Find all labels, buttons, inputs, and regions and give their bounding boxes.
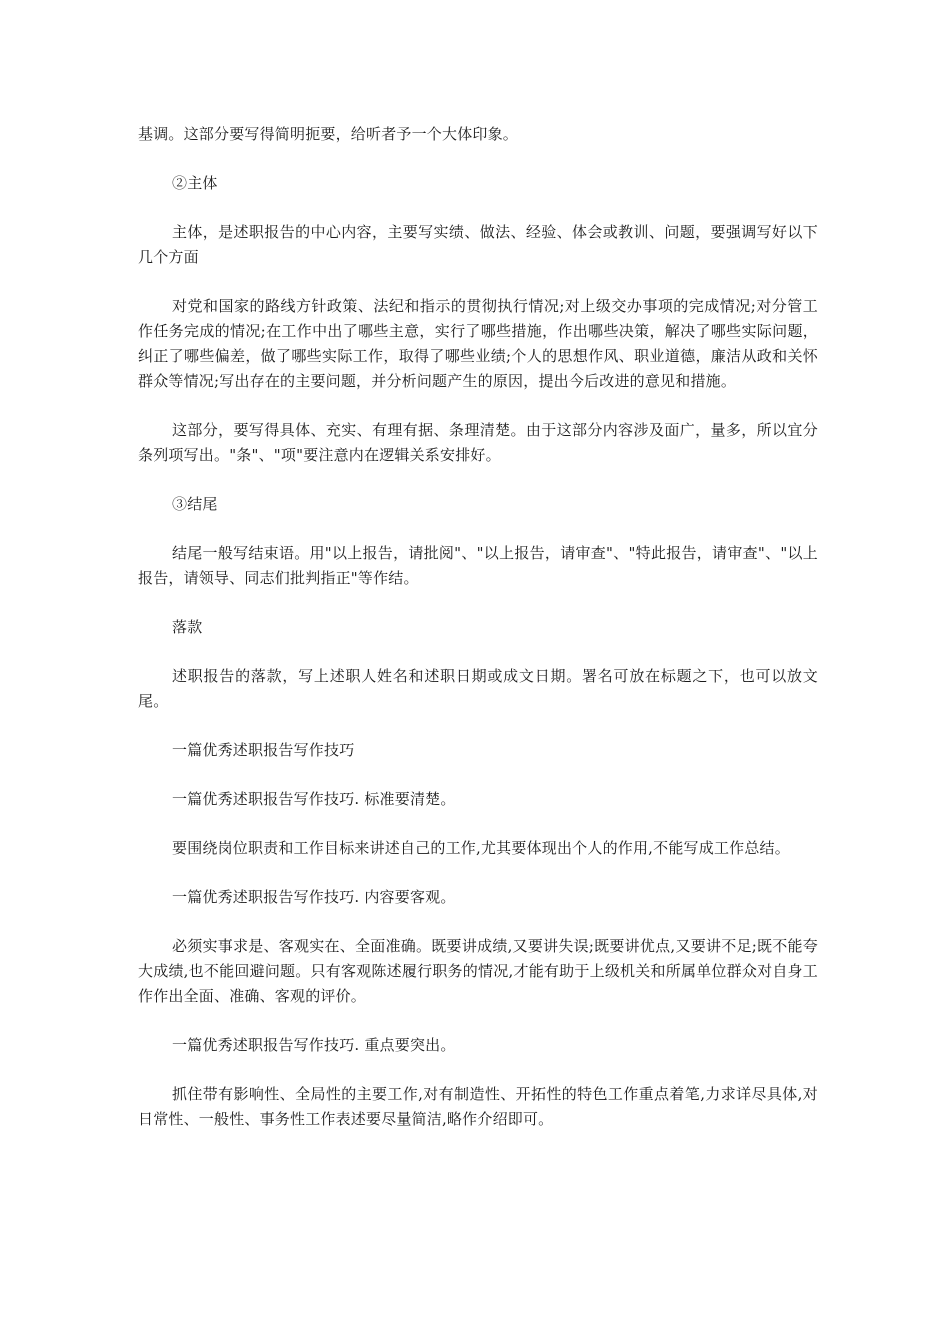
- tip-heading-content: 一篇优秀述职报告写作技巧. 内容要客观。: [172, 888, 456, 906]
- tip-heading-standard: 一篇优秀述职报告写作技巧. 标准要清楚。: [172, 790, 456, 808]
- section-heading-tips: 一篇优秀述职报告写作技巧: [172, 741, 355, 759]
- paragraph-ending: 结尾一般写结束语。用"以上报告，请批阅"、"以上报告，请审查"、"特此报告，请审查"、"以上报告，请领导、同志们批判指正"等作结。: [138, 544, 818, 587]
- tip-paragraph-content: 必须实事求是、客观实在、全面准确。既要讲成绩,又要讲失误;既要讲优点,又要讲不足;既不能夸大成绩,也不能回避问题。只有客观陈述履行职务的情况,才能有助于上级机关和所属单位群众对自身工作作出全面、准确、客观的评价。: [138, 937, 818, 1005]
- paragraph-body-details: 对党和国家的路线方针政策、法纪和指示的贯彻执行情况;对上级交办事项的完成情况;对分管工作任务完成的情况;在工作中出了哪些主意，实行了哪些措施，作出哪些决策，解决了哪些实际问题，纠正了哪些偏差，做了哪些实际工作，取得了哪些业绩;个人的思想作风、职业道德，廉洁从政和关怀群众等情况;写出存在的主要问题，并分析问题产生的原因，提出今后改进的意见和措施。: [138, 297, 818, 390]
- section-heading-signature: 落款: [172, 618, 203, 636]
- tip-paragraph-focus: 抓住带有影响性、全局性的主要工作,对有制造性、开拓性的特色工作重点着笔,力求详尽具体,对日常性、一般性、事务性工作表述要尽量简洁,略作介绍即可。: [138, 1085, 818, 1128]
- tip-heading-focus: 一篇优秀述职报告写作技巧. 重点要突出。: [172, 1036, 456, 1054]
- tip-paragraph-standard: 要围绕岗位职责和工作目标来讲述自己的工作,尤其要体现出个人的作用,不能写成工作总结。: [172, 839, 790, 857]
- paragraph-signature: 述职报告的落款，写上述职人姓名和述职日期或成文日期。署名可放在标题之下，也可以放文尾。: [138, 667, 818, 710]
- section-heading-body: ②主体: [172, 174, 218, 192]
- paragraph-body-requirements: 这部分，要写得具体、充实、有理有据、条理清楚。由于这部分内容涉及面广，量多，所以宜分条列项写出。"条"、"项"要注意内在逻辑关系安排好。: [138, 421, 818, 464]
- paragraph-continuation: 基调。这部分要写得简明扼要，给听者予一个大体印象。: [138, 125, 519, 143]
- paragraph-body-intro: 主体，是述职报告的中心内容，主要写实绩、做法、经验、体会或教训、问题，要强调写好以下几个方面: [138, 223, 818, 266]
- document-body: [138, 122, 818, 1132]
- section-heading-ending: ③结尾: [172, 495, 218, 513]
